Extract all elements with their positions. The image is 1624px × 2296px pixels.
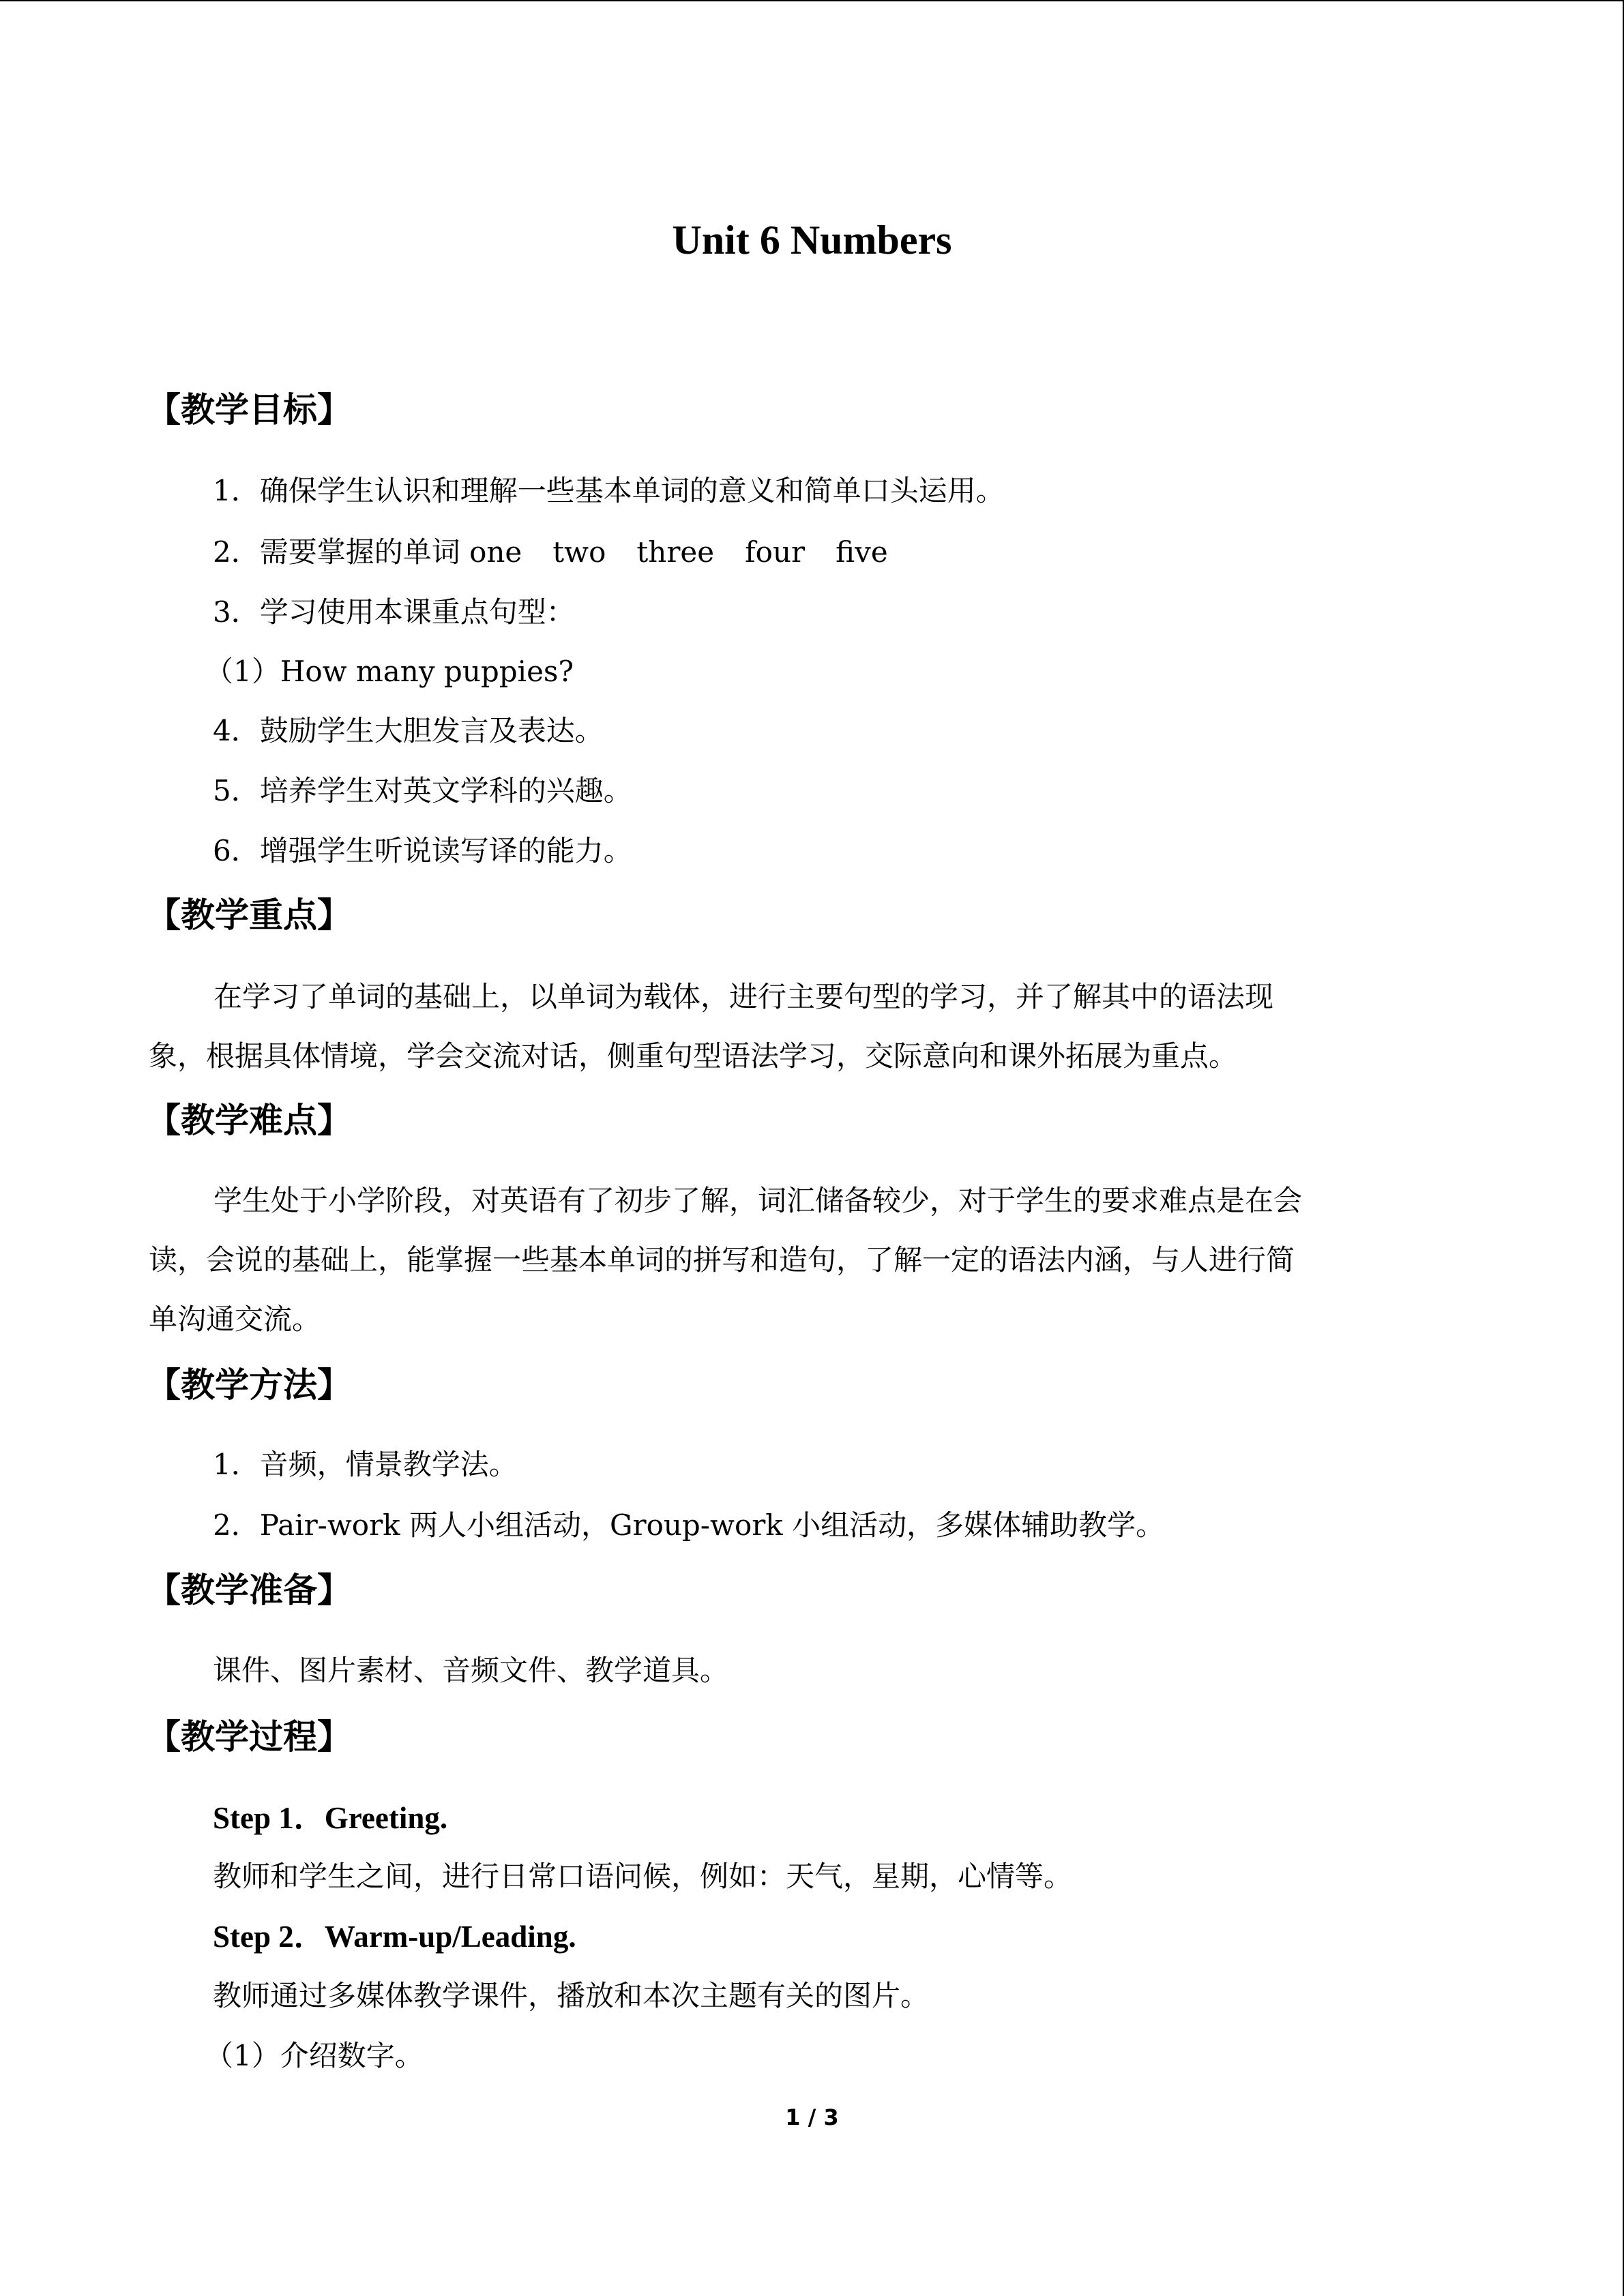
heading-key-points: 【教学重点】 bbox=[147, 895, 351, 935]
page-indicator: 1 / 3 bbox=[785, 2104, 839, 2130]
difficulties-paragraph bbox=[149, 1171, 1458, 1349]
objective-item-3: 3．学习使用本课重点句型： bbox=[213, 595, 575, 629]
objective-item-5: 5．培养学生对英文学科的兴趣。 bbox=[213, 774, 632, 807]
difficulties-line: 学生处于小学阶段，对英语有了初步了解，词汇储备较少，对于学生的要求难点是在会 bbox=[213, 1184, 1303, 1217]
step-1-title: Step 1．Greeting. bbox=[213, 1801, 448, 1835]
heading-preparation: 【教学准备】 bbox=[147, 1570, 351, 1610]
key-points-line: 象，根据具体情境，学会交流对话，侧重句型语法学习，交际意向和课外拓展为重点。 bbox=[149, 1039, 1238, 1073]
heading-methods: 【教学方法】 bbox=[147, 1365, 351, 1405]
objective-item-4: 4．鼓励学生大胆发言及表达。 bbox=[213, 714, 604, 747]
objective-item-2 bbox=[213, 532, 888, 573]
vocab-word: five bbox=[836, 535, 888, 569]
key-points-line: 在学习了单词的基础上，以单词为载体，进行主要句型的学习，并了解其中的语法现 bbox=[213, 980, 1274, 1013]
objective-item-3-sub: （1）How many puppies? bbox=[205, 655, 574, 688]
heading-objectives: 【教学目标】 bbox=[147, 390, 351, 430]
vocab-word: four bbox=[745, 535, 806, 569]
step-2-title: Step 2．Warm-up/Leading. bbox=[213, 1920, 576, 1954]
method-item-2: 2．Pair-work 两人小组活动，Group-work 小组活动，多媒体辅助教学。 bbox=[213, 1508, 1165, 1542]
objective-item-1: 1．确保学生认识和理解一些基本单词的意义和简单口头运用。 bbox=[213, 474, 1005, 507]
vocab-word: two bbox=[552, 535, 606, 569]
key-points-paragraph bbox=[149, 967, 1458, 1086]
objective-item-2-label: 2．需要掌握的单词 one bbox=[213, 535, 522, 569]
method-item-1: 1．音频，情景教学法。 bbox=[213, 1448, 518, 1481]
step-2-text: 教师通过多媒体教学课件，播放和本次主题有关的图片。 bbox=[213, 1979, 930, 2012]
objective-item-6: 6．增强学生听说读写译的能力。 bbox=[213, 834, 632, 867]
step-2-sub: （1）介绍数字。 bbox=[205, 2039, 424, 2072]
vocab-word: three bbox=[636, 535, 715, 569]
difficulties-line: 读，会说的基础上，能掌握一些基本单词的拼写和造句，了解一定的语法内涵，与人进行简 bbox=[149, 1243, 1295, 1277]
step-1-text: 教师和学生之间，进行日常口语问候，例如：天气，星期，心情等。 bbox=[213, 1860, 1073, 1893]
difficulties-line: 单沟通交流。 bbox=[149, 1302, 321, 1336]
heading-difficulties: 【教学难点】 bbox=[147, 1101, 351, 1140]
preparation-text: 课件、图片素材、音频文件、教学道具。 bbox=[213, 1654, 729, 1687]
document-title: Unit 6 Numbers bbox=[672, 218, 952, 263]
heading-process: 【教学过程】 bbox=[147, 1717, 351, 1757]
